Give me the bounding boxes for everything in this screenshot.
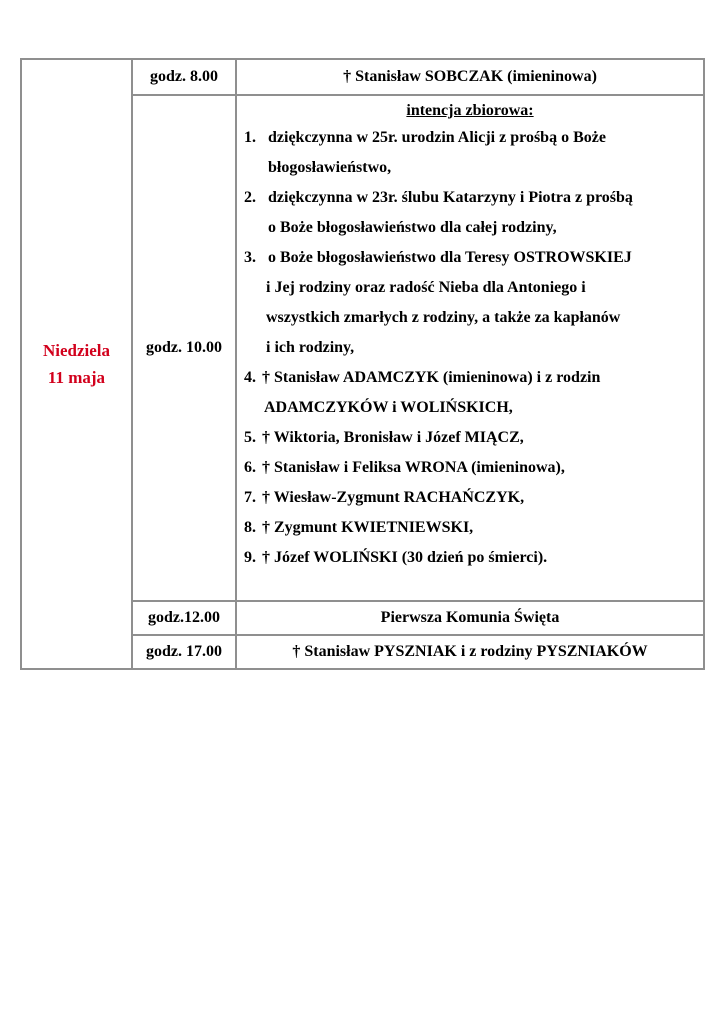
- mass-time: godz.12.00: [132, 601, 236, 635]
- mass-intention: † Stanisław PYSZNIAK i z rodziny PYSZNIAKÓW: [236, 635, 704, 669]
- list-item: 2. dziękczynna w 23r. ślubu Katarzyny i Piotra z prośbą o Boże błogosławieństwo dla całej rodziny,: [244, 189, 633, 236]
- day-cell: [21, 59, 132, 669]
- list-item: 3. o Boże błogosławieństwo dla Teresy OSTROWSKIEJ i Jej rodziny oraz radość Nieba dla Antoniego i wszystkich zmarłych z rodziny, a także za kapłanów i ich rodziny,: [244, 249, 632, 356]
- list-item: 6. † Stanisław i Feliksa WRONA (imieninowa),: [244, 459, 565, 476]
- mass-time: godz. 17.00: [132, 635, 236, 669]
- mass-time: godz. 8.00: [132, 59, 236, 95]
- list-item: 4. † Stanisław ADAMCZYK (imieninowa) i z rodzin ADAMCZYKÓW i WOLIŃSKICH,: [244, 369, 601, 416]
- mass-intention: † Stanisław SOBCZAK (imieninowa): [236, 59, 704, 95]
- day-date: 11 maja: [47, 368, 106, 387]
- list-item: 9. † Józef WOLIŃSKI (30 dzień po śmierci).: [244, 549, 548, 566]
- list-item: 1. dziękczynna w 25r. urodzin Alicji z prośbą o Boże błogosławieństwo,: [244, 129, 606, 176]
- day-name: Niedziela: [42, 341, 111, 360]
- collective-intention-header: intencja zbiorowa:: [406, 102, 534, 119]
- mass-schedule-table: [20, 58, 705, 670]
- mass-intention: Pierwsza Komunia Święta: [236, 601, 704, 635]
- mass-time: godz. 10.00: [132, 95, 236, 601]
- intention-list: [237, 123, 703, 573]
- list-item: 7. † Wiesław-Zygmunt RACHAŃCZYK,: [244, 489, 525, 506]
- list-item: 5. † Wiktoria, Bronisław i Józef MIĄCZ,: [244, 429, 524, 446]
- collective-intention-cell: [236, 95, 704, 601]
- list-item: 8. † Zygmunt KWIETNIEWSKI,: [244, 519, 474, 536]
